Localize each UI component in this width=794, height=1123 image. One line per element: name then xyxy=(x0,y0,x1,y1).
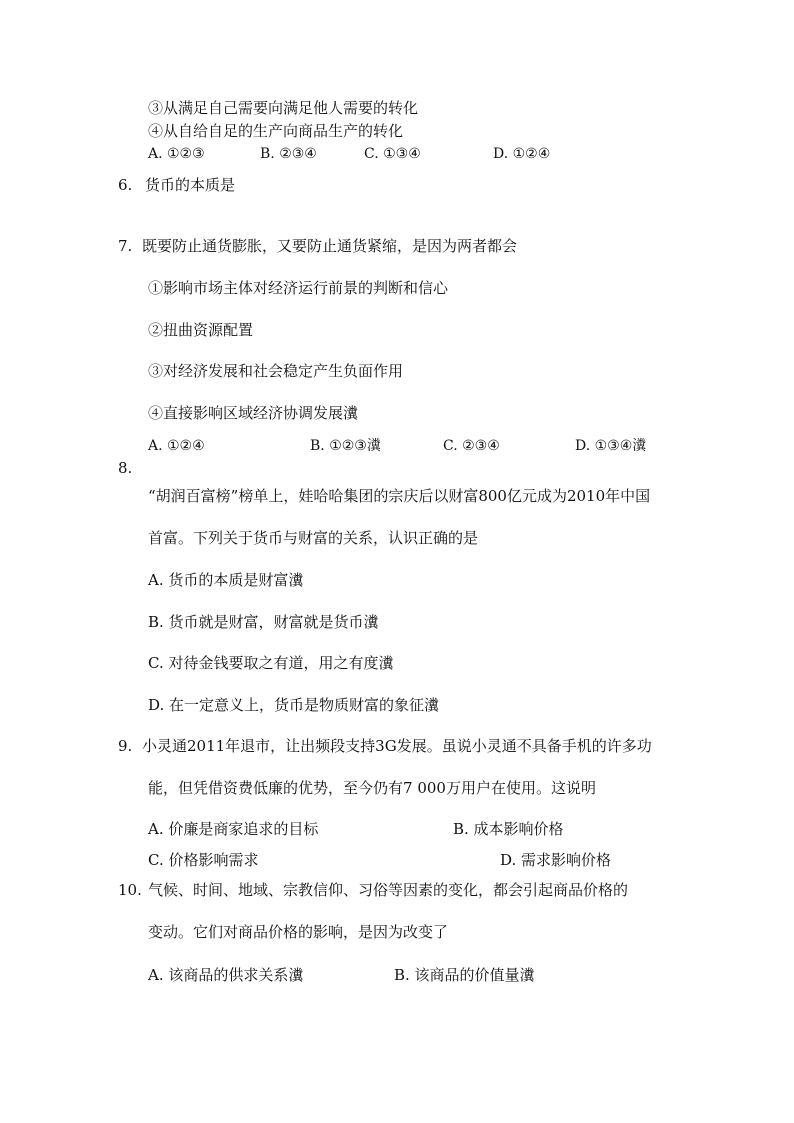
q9-option-a: A. 价廉是商家追求的目标 xyxy=(148,820,319,838)
q8-option-a: A. 货币的本质是财富瀵 xyxy=(148,571,304,589)
q9-option-b: B. 成本影响价格 xyxy=(453,820,564,838)
q9-option-c: C. 价格影响需求 xyxy=(148,851,259,869)
q8-stem-line-1: “胡润百富榜”榜单上，娃哈哈集团的宗庆后以财富800亿元成为2010年中国 xyxy=(148,487,651,505)
q7-item-1: ①影响市场主体对经济运行前景的判断和信心 xyxy=(148,279,449,297)
q7-stem: 既要防止通货膨胀，又要防止通货紧缩，是因为两者都会 xyxy=(142,237,518,255)
q9-stem-line-2: 能，但凭借资费低廉的优势，至今仍有7 000万用户在使用。这说明 xyxy=(148,779,596,797)
q5-item-4: ④从自给自足的生产向商品生产的转化 xyxy=(148,122,404,140)
q5-option-d: D. ①②④ xyxy=(493,146,551,162)
q10-option-b: B. 该商品的价值量瀵 xyxy=(394,966,535,984)
q10-number: 10. xyxy=(118,881,142,899)
q7-option-b: B. ①②③瀵 xyxy=(310,438,381,454)
q7-option-c: C. ②③④ xyxy=(443,438,500,454)
q7-option-d: D. ①③④瀵 xyxy=(575,438,647,454)
q8-stem-line-2: 首富。下列关于货币与财富的关系，认识正确的是 xyxy=(148,529,479,547)
q7-item-2: ②扭曲资源配置 xyxy=(148,321,254,339)
q8-option-c: C. 对待金钱要取之有道，用之有度瀵 xyxy=(148,654,394,672)
q7-option-a: A. ①②④ xyxy=(148,438,205,454)
q10-stem-line-2: 变动。它们对商品价格的影响，是因为改变了 xyxy=(148,923,449,941)
q5-option-c: C. ①③④ xyxy=(364,146,421,162)
q7-number: 7. xyxy=(118,237,133,255)
q10-stem-line-1: 气候、时间、地域、宗教信仰、习俗等因素的变化，都会引起商品价格的 xyxy=(148,881,629,899)
q9-number: 9. xyxy=(118,737,133,755)
q9-option-d: D. 需求影响价格 xyxy=(500,851,612,869)
q5-option-b: B. ②③④ xyxy=(260,146,317,162)
q9-stem-line-1: 小灵通2011年退市，让出频段支持3G发展。虽说小灵通不具备手机的许多功 xyxy=(142,737,652,755)
q7-item-3: ③对经济发展和社会稳定产生负面作用 xyxy=(148,362,404,380)
q6-stem: 货币的本质是 xyxy=(145,176,236,194)
q6-number: 6. xyxy=(118,176,133,194)
q5-item-3: ③从满足自己需要向满足他人需要的转化 xyxy=(148,99,419,117)
q5-option-a: A. ①②③ xyxy=(148,146,205,162)
q10-option-a: A. 该商品的供求关系瀵 xyxy=(148,966,304,984)
q7-item-4: ④直接影响区域经济协调发展瀵 xyxy=(148,404,359,422)
q8-option-b: B. 货币就是财富，财富就是货币瀵 xyxy=(148,613,379,631)
q8-number: 8. xyxy=(118,459,133,477)
q8-option-d: D. 在一定意义上，货币是物质财富的象征瀵 xyxy=(148,696,440,714)
